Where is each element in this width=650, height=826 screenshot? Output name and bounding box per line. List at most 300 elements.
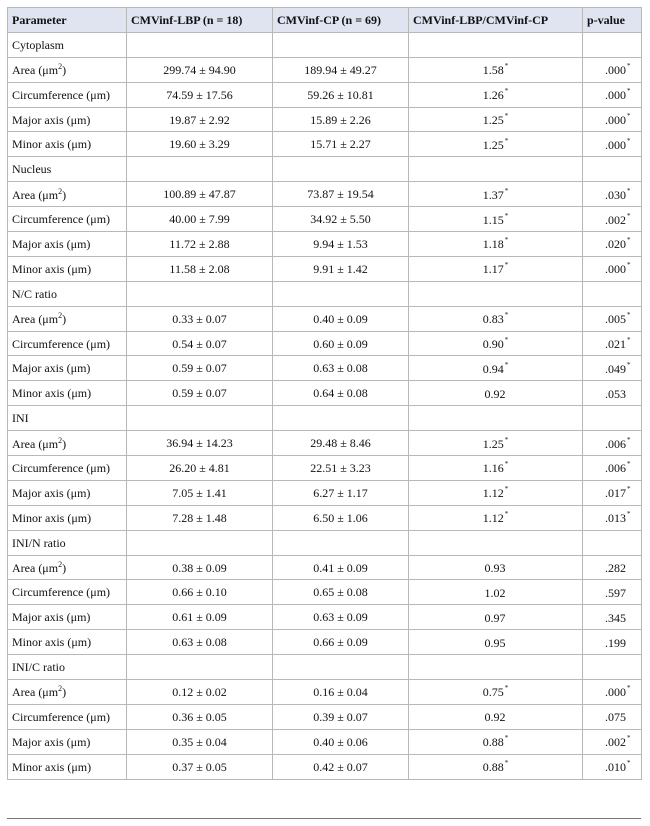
p-value: .282 <box>605 561 626 576</box>
p-value-cell <box>583 331 642 356</box>
ratio-cell <box>409 754 583 779</box>
ratio-value: 0.94 <box>482 361 504 376</box>
significance-marker: * <box>504 360 509 369</box>
p-value-cell <box>583 630 642 655</box>
p-value: .049 <box>605 361 626 376</box>
table-row <box>8 555 642 580</box>
header-cp: CMVinf-CP (n = 69) <box>273 8 409 33</box>
table-row <box>8 605 642 630</box>
unit-exponent: 2 <box>58 311 63 321</box>
p-value-cell <box>583 555 642 580</box>
row-label-text: Minor axis (μm) <box>12 759 92 774</box>
p-value-cell <box>583 306 642 331</box>
row-label-text: Minor axis (μm) <box>12 510 92 525</box>
p-value: .075 <box>605 710 626 725</box>
significance-marker: * <box>504 261 509 270</box>
empty-cell <box>127 530 273 555</box>
table-row <box>8 107 642 132</box>
table-row <box>8 431 642 456</box>
significance-marker: * <box>504 136 509 145</box>
unit-close: ) <box>62 312 67 327</box>
empty-cell <box>273 530 409 555</box>
p-value: .000 <box>605 88 626 103</box>
significance-marker: * <box>504 236 509 245</box>
table-row <box>8 182 642 207</box>
unit-exponent: 2 <box>58 684 63 694</box>
empty-cell <box>127 281 273 306</box>
significance-marker: * <box>627 236 631 245</box>
p-value-cell <box>583 381 642 406</box>
ratio-cell <box>409 107 583 132</box>
significance-marker: * <box>504 112 509 120</box>
unit-exponent: 2 <box>58 560 63 570</box>
cp-value: 6.27 ± 1.17 <box>273 480 409 505</box>
ratio-value: 0.88 <box>482 735 504 750</box>
significance-marker: * <box>504 684 509 693</box>
row-label-text: Major axis (μm) <box>12 236 91 251</box>
p-value: .002 <box>605 212 626 227</box>
p-value-cell <box>583 704 642 729</box>
p-value: .005 <box>605 312 626 327</box>
lbp-value: 19.60 ± 3.29 <box>127 132 273 157</box>
p-value-cell <box>583 207 642 232</box>
ratio-value: 1.18 <box>482 237 504 252</box>
row-label <box>8 132 127 157</box>
significance-marker: * <box>627 336 631 345</box>
row-label <box>8 381 127 406</box>
cp-value: 6.50 ± 1.06 <box>273 505 409 530</box>
ratio-value: 1.17 <box>482 262 504 277</box>
significance-marker: * <box>504 87 509 96</box>
cp-value: 15.89 ± 2.26 <box>273 107 409 132</box>
significance-marker: * <box>504 460 509 469</box>
significance-marker: * <box>627 510 631 519</box>
table-row <box>8 630 642 655</box>
row-label <box>8 680 127 705</box>
significance-marker: * <box>504 485 509 494</box>
ratio-cell <box>409 182 583 207</box>
lbp-value: 0.37 ± 0.05 <box>127 754 273 779</box>
lbp-value: 19.87 ± 2.92 <box>127 107 273 132</box>
empty-cell <box>127 655 273 680</box>
p-value: .000 <box>605 137 626 152</box>
significance-marker: * <box>627 485 631 494</box>
p-value-cell <box>583 132 642 157</box>
significance-marker: * <box>627 136 631 145</box>
significance-marker: * <box>627 62 631 71</box>
empty-cell <box>583 655 642 680</box>
row-label-text: Minor axis (μm) <box>12 386 92 401</box>
ratio-value: 1.58 <box>482 63 504 78</box>
p-value-cell <box>583 456 642 481</box>
p-value-cell <box>583 232 642 257</box>
lbp-value: 40.00 ± 7.99 <box>127 207 273 232</box>
ratio-cell <box>409 381 583 406</box>
ratio-value: 1.16 <box>482 461 504 476</box>
cp-value: 189.94 ± 49.27 <box>273 57 409 82</box>
significance-marker: * <box>627 186 631 195</box>
p-value-cell <box>583 605 642 630</box>
row-label-text: Circumference (μm) <box>12 460 111 475</box>
row-label-text: Circumference (μm) <box>12 709 111 724</box>
lbp-value: 0.66 ± 0.10 <box>127 580 273 605</box>
row-label <box>8 480 127 505</box>
cp-value: 29.48 ± 8.46 <box>273 431 409 456</box>
section-label: Nucleus <box>8 157 127 182</box>
header-ratio: CMVinf-LBP/CMVinf-CP <box>409 8 583 33</box>
bottom-rule <box>7 818 641 819</box>
ratio-cell <box>409 331 583 356</box>
ratio-cell <box>409 132 583 157</box>
significance-marker: * <box>627 759 631 768</box>
header-row <box>8 8 642 33</box>
lbp-value: 0.63 ± 0.08 <box>127 630 273 655</box>
row-label <box>8 331 127 356</box>
cp-value: 0.60 ± 0.09 <box>273 331 409 356</box>
lbp-value: 100.89 ± 47.87 <box>127 182 273 207</box>
empty-cell <box>127 32 273 57</box>
significance-marker: * <box>504 510 509 519</box>
ratio-cell <box>409 605 583 630</box>
table-row <box>8 306 642 331</box>
p-value-cell <box>583 107 642 132</box>
significance-marker: * <box>627 261 631 270</box>
empty-cell <box>583 406 642 431</box>
ratio-value: 0.95 <box>484 635 506 650</box>
unit-exponent: 2 <box>58 435 63 445</box>
ratio-cell <box>409 505 583 530</box>
table-row <box>8 680 642 705</box>
unit-close: ) <box>62 561 67 576</box>
empty-cell <box>409 157 583 182</box>
row-label <box>8 356 127 381</box>
row-label <box>8 580 127 605</box>
significance-marker: * <box>627 435 631 444</box>
ratio-value: 1.15 <box>482 212 504 227</box>
empty-cell <box>273 32 409 57</box>
p-value: .002 <box>605 735 626 750</box>
row-label <box>8 306 127 331</box>
p-value: .010 <box>605 760 626 775</box>
ratio-value: 0.83 <box>482 312 504 327</box>
table-row <box>8 132 642 157</box>
data-table <box>7 7 642 780</box>
cp-value: 0.65 ± 0.08 <box>273 580 409 605</box>
ratio-cell <box>409 82 583 107</box>
p-value: .030 <box>605 187 626 202</box>
ratio-value: 0.93 <box>484 561 506 576</box>
ratio-value: 1.25 <box>482 113 504 127</box>
section-label: INI/N ratio <box>8 530 127 555</box>
p-value-cell <box>583 729 642 754</box>
ratio-cell <box>409 555 583 580</box>
p-value: .000 <box>605 262 626 277</box>
ratio-value: 0.75 <box>482 685 504 700</box>
significance-marker: * <box>627 734 631 743</box>
significance-marker: * <box>504 759 509 768</box>
row-label <box>8 207 127 232</box>
row-label <box>8 505 127 530</box>
section-row <box>8 281 642 306</box>
row-label-text: Circumference (μm) <box>12 212 111 227</box>
row-label <box>8 182 127 207</box>
row-label-text: Major axis (μm) <box>12 485 91 500</box>
cp-value: 15.71 ± 2.27 <box>273 132 409 157</box>
section-row <box>8 530 642 555</box>
unit-exponent: 2 <box>58 186 63 196</box>
unit-close: ) <box>62 187 67 202</box>
row-label <box>8 256 127 281</box>
empty-cell <box>273 406 409 431</box>
p-value-cell <box>583 356 642 381</box>
lbp-value: 36.94 ± 14.23 <box>127 431 273 456</box>
significance-marker: * <box>504 336 509 345</box>
empty-cell <box>127 157 273 182</box>
row-label <box>8 232 127 257</box>
lbp-value: 0.35 ± 0.04 <box>127 729 273 754</box>
significance-marker: * <box>504 311 509 320</box>
section-label: N/C ratio <box>8 281 127 306</box>
table-row <box>8 232 642 257</box>
p-value-cell <box>583 256 642 281</box>
unit-close: ) <box>62 685 67 700</box>
ratio-cell <box>409 431 583 456</box>
table-row <box>8 505 642 530</box>
ratio-cell <box>409 729 583 754</box>
significance-marker: * <box>627 460 631 469</box>
significance-marker: * <box>504 734 509 743</box>
empty-cell <box>409 530 583 555</box>
significance-marker: * <box>627 360 631 369</box>
p-value-cell <box>583 182 642 207</box>
section-row <box>8 406 642 431</box>
header-parameter: Parameter <box>8 8 127 33</box>
table-row <box>8 256 642 281</box>
p-value: .345 <box>605 610 626 625</box>
section-label: INI/C ratio <box>8 655 127 680</box>
ratio-cell <box>409 356 583 381</box>
significance-marker: * <box>627 87 631 96</box>
row-label-text: Area (μm <box>12 312 59 327</box>
ratio-cell <box>409 57 583 82</box>
significance-marker: * <box>627 112 631 120</box>
row-label-text: Area (μm <box>12 436 59 451</box>
significance-marker: * <box>627 311 631 320</box>
ratio-value: 1.02 <box>484 585 506 600</box>
row-label <box>8 82 127 107</box>
ratio-value: 1.25 <box>482 137 504 152</box>
empty-cell <box>127 406 273 431</box>
row-label-text: Major axis (μm) <box>12 361 91 376</box>
ratio-value: 1.12 <box>482 486 504 501</box>
cp-value: 0.16 ± 0.04 <box>273 680 409 705</box>
cp-value: 9.94 ± 1.53 <box>273 232 409 257</box>
lbp-value: 11.72 ± 2.88 <box>127 232 273 257</box>
unit-close: ) <box>62 63 67 78</box>
p-value-cell <box>583 505 642 530</box>
lbp-value: 0.59 ± 0.07 <box>127 381 273 406</box>
header-lbp: CMVinf-LBP (n = 18) <box>127 8 273 33</box>
empty-cell <box>273 157 409 182</box>
empty-cell <box>409 406 583 431</box>
ratio-value: 0.88 <box>482 760 504 775</box>
p-value: .017 <box>605 486 626 501</box>
p-value-cell <box>583 754 642 779</box>
cp-value: 0.40 ± 0.09 <box>273 306 409 331</box>
row-label-text: Area (μm <box>12 685 59 700</box>
ratio-value: 1.12 <box>482 511 504 526</box>
lbp-value: 0.12 ± 0.02 <box>127 680 273 705</box>
row-label <box>8 57 127 82</box>
p-value-cell <box>583 580 642 605</box>
row-label-text: Area (μm <box>12 63 59 78</box>
table-row <box>8 356 642 381</box>
significance-marker: * <box>504 186 509 195</box>
ratio-cell <box>409 680 583 705</box>
table-row <box>8 704 642 729</box>
lbp-value: 7.05 ± 1.41 <box>127 480 273 505</box>
table-row <box>8 331 642 356</box>
header-p-value: p-value <box>583 8 642 33</box>
unit-close: ) <box>62 436 67 451</box>
p-value-cell <box>583 82 642 107</box>
cp-value: 22.51 ± 3.23 <box>273 456 409 481</box>
p-value: .000 <box>605 685 626 700</box>
ratio-value: 0.90 <box>482 337 504 352</box>
row-label-text: Area (μm <box>12 561 59 576</box>
table-row <box>8 480 642 505</box>
table-row <box>8 754 642 779</box>
row-label <box>8 107 127 132</box>
empty-cell <box>583 32 642 57</box>
row-label-text: Minor axis (μm) <box>12 137 92 152</box>
section-row <box>8 157 642 182</box>
section-label: INI <box>8 406 127 431</box>
row-label-text: Area (μm <box>12 187 59 202</box>
section-row <box>8 655 642 680</box>
ratio-cell <box>409 256 583 281</box>
lbp-value: 0.38 ± 0.09 <box>127 555 273 580</box>
section-label: Cytoplasm <box>8 32 127 57</box>
row-label <box>8 754 127 779</box>
ratio-value: 1.37 <box>482 187 504 202</box>
p-value: .020 <box>605 237 626 252</box>
empty-cell <box>273 281 409 306</box>
empty-cell <box>583 157 642 182</box>
ratio-value: 1.25 <box>482 436 504 451</box>
p-value: .006 <box>605 436 626 451</box>
ratio-cell <box>409 480 583 505</box>
p-value-cell <box>583 680 642 705</box>
lbp-value: 0.59 ± 0.07 <box>127 356 273 381</box>
table-row <box>8 207 642 232</box>
p-value-cell <box>583 57 642 82</box>
lbp-value: 74.59 ± 17.56 <box>127 82 273 107</box>
ratio-cell <box>409 232 583 257</box>
row-label <box>8 431 127 456</box>
p-value: .013 <box>605 511 626 526</box>
empty-cell <box>273 655 409 680</box>
p-value-cell <box>583 431 642 456</box>
lbp-value: 0.61 ± 0.09 <box>127 605 273 630</box>
lbp-value: 11.58 ± 2.08 <box>127 256 273 281</box>
ratio-cell <box>409 580 583 605</box>
significance-marker: * <box>504 435 509 444</box>
cp-value: 34.92 ± 5.50 <box>273 207 409 232</box>
row-label <box>8 704 127 729</box>
empty-cell <box>583 530 642 555</box>
row-label <box>8 555 127 580</box>
cp-value: 0.63 ± 0.09 <box>273 605 409 630</box>
lbp-value: 26.20 ± 4.81 <box>127 456 273 481</box>
row-label-text: Circumference (μm) <box>12 585 111 600</box>
row-label-text: Circumference (μm) <box>12 87 111 102</box>
ratio-cell <box>409 704 583 729</box>
ratio-cell <box>409 306 583 331</box>
p-value-cell <box>583 480 642 505</box>
p-value: .021 <box>605 337 626 352</box>
table-row <box>8 456 642 481</box>
ratio-value: 1.26 <box>482 88 504 103</box>
cp-value: 0.66 ± 0.09 <box>273 630 409 655</box>
p-value: .006 <box>605 461 626 476</box>
p-value: .000 <box>605 63 626 78</box>
table-row <box>8 381 642 406</box>
p-value: .000 <box>605 113 626 127</box>
unit-exponent: 2 <box>58 62 63 72</box>
table-row <box>8 580 642 605</box>
lbp-value: 299.74 ± 94.90 <box>127 57 273 82</box>
cp-value: 0.39 ± 0.07 <box>273 704 409 729</box>
table-body <box>8 32 642 779</box>
empty-cell <box>409 655 583 680</box>
cp-value: 73.87 ± 19.54 <box>273 182 409 207</box>
significance-marker: * <box>504 62 509 71</box>
lbp-value: 0.33 ± 0.07 <box>127 306 273 331</box>
ratio-value: 0.92 <box>484 386 506 401</box>
row-label <box>8 605 127 630</box>
cp-value: 0.40 ± 0.06 <box>273 729 409 754</box>
row-label-text: Major axis (μm) <box>12 610 91 625</box>
significance-marker: * <box>627 684 631 693</box>
section-row <box>8 32 642 57</box>
ratio-cell <box>409 456 583 481</box>
cp-value: 0.63 ± 0.08 <box>273 356 409 381</box>
empty-cell <box>409 281 583 306</box>
empty-cell <box>409 32 583 57</box>
row-label-text: Major axis (μm) <box>12 112 91 127</box>
ratio-value: 0.92 <box>484 710 506 725</box>
empty-cell <box>583 281 642 306</box>
row-label-text: Minor axis (μm) <box>12 635 92 650</box>
cp-value: 0.42 ± 0.07 <box>273 754 409 779</box>
row-label <box>8 630 127 655</box>
table-row <box>8 57 642 82</box>
row-label <box>8 456 127 481</box>
p-value: .199 <box>605 635 626 650</box>
lbp-value: 0.54 ± 0.07 <box>127 331 273 356</box>
cp-value: 59.26 ± 10.81 <box>273 82 409 107</box>
cp-value: 0.41 ± 0.09 <box>273 555 409 580</box>
lbp-value: 0.36 ± 0.05 <box>127 704 273 729</box>
ratio-cell <box>409 630 583 655</box>
p-value: .597 <box>605 585 626 600</box>
ratio-cell <box>409 207 583 232</box>
table-row <box>8 729 642 754</box>
table-row <box>8 82 642 107</box>
ratio-value: 0.97 <box>484 610 506 625</box>
row-label-text: Major axis (μm) <box>12 734 91 749</box>
